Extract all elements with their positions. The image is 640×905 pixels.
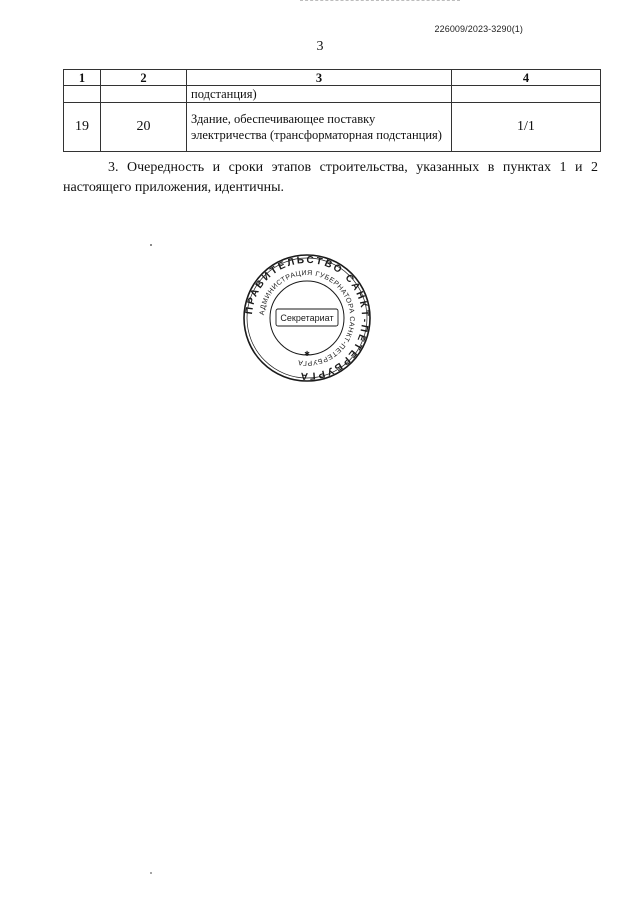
table-row: [64, 86, 601, 103]
page-number: 3: [316, 39, 324, 54]
table-cell: 20: [101, 103, 187, 152]
seal-center-text: Секретариат: [280, 313, 334, 323]
document-number: 226009/2023-3290(1): [434, 24, 523, 34]
table-cell: [452, 86, 601, 103]
seal-inner-text-path: АДМИНИСТРАЦИЯ ГУБЕРНАТОРА САНКТ-ПЕТЕРБУРГА: [259, 269, 356, 367]
table-cell: [101, 86, 187, 103]
table-header-cell: 3: [187, 70, 452, 86]
seal-outer-text-path: ПРАВИТЕЛЬСТВО САНКТ-ПЕТЕРБУРГА: [243, 254, 371, 382]
table-cell: подстанция): [187, 86, 452, 103]
table-cell: Здание, обеспечивающее поставку электричества (трансформаторная подстанция): [187, 103, 452, 152]
table-header-cell: 1: [64, 70, 101, 86]
table-cell: [64, 86, 101, 103]
table-cell: 19: [64, 103, 101, 152]
table-row: [64, 103, 601, 152]
table-header-cell: 2: [101, 70, 187, 86]
top-edge-line: [300, 0, 460, 2]
official-seal-stamp: [242, 253, 372, 383]
body-paragraph: 3. Очередность и сроки этапов строительства, указанных в пунктах 1 и 2 настоящего приложения, идентичны.: [63, 160, 598, 195]
table-cell: 1/1: [452, 103, 601, 152]
table-header-cell: 4: [452, 70, 601, 86]
seal-star-icon: ✱: [304, 350, 310, 358]
scan-dot: [150, 244, 152, 246]
data-table: [63, 69, 601, 152]
scan-dot: [150, 872, 152, 874]
table-header-row: [64, 70, 601, 86]
